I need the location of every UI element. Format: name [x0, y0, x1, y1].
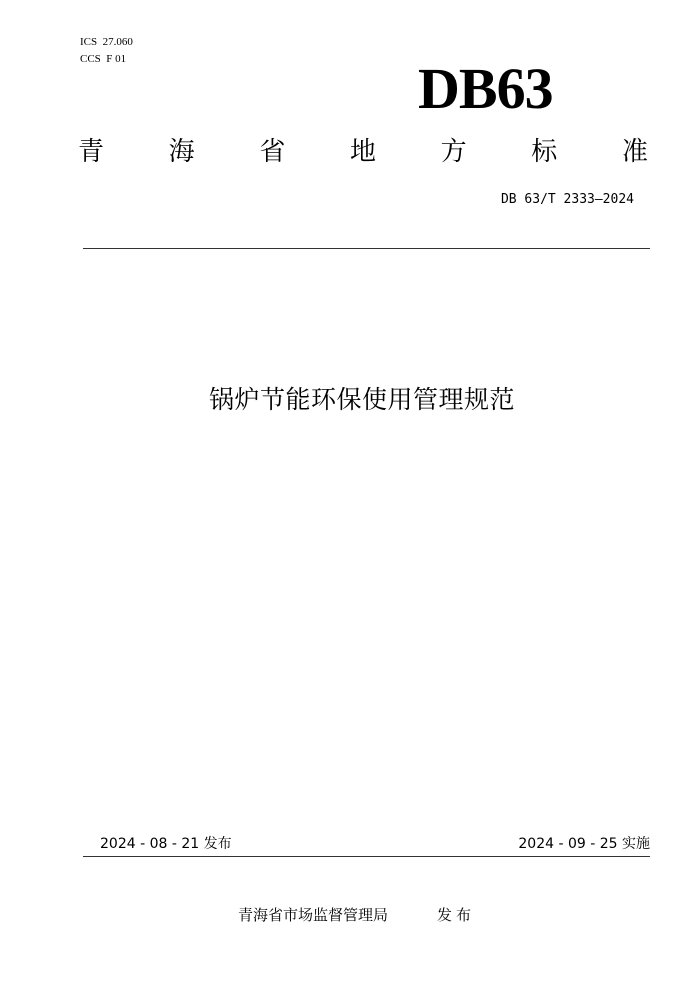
banner-char: 准: [621, 137, 648, 167]
issued-label: 发布: [437, 906, 476, 924]
standard-logo: DB63: [418, 56, 553, 121]
banner-char: 地: [349, 137, 376, 167]
banner-char: 标: [531, 137, 558, 167]
ics-code: ICS 27.060: [80, 36, 133, 48]
standard-type-banner: [78, 134, 648, 170]
standard-number: DB 63/T 2333—2024: [500, 192, 634, 207]
top-divider: [83, 248, 650, 249]
classification-codes: [80, 34, 133, 68]
bottom-divider: [83, 856, 650, 857]
implement-date: 2024 - 09 - 25 实施: [518, 836, 650, 852]
ccs-code: CCS F 01: [80, 53, 127, 65]
issuing-authority: 青海省市场监督管理局: [238, 906, 389, 924]
publish-date: 2024 - 08 - 21 发布: [100, 836, 232, 852]
banner-char: 省: [259, 137, 286, 167]
banner-char: 方: [440, 137, 467, 167]
banner-char: 海: [168, 137, 195, 167]
document-title: 锅炉节能环保使用管理规范: [208, 385, 515, 414]
banner-char: 青: [78, 137, 105, 167]
